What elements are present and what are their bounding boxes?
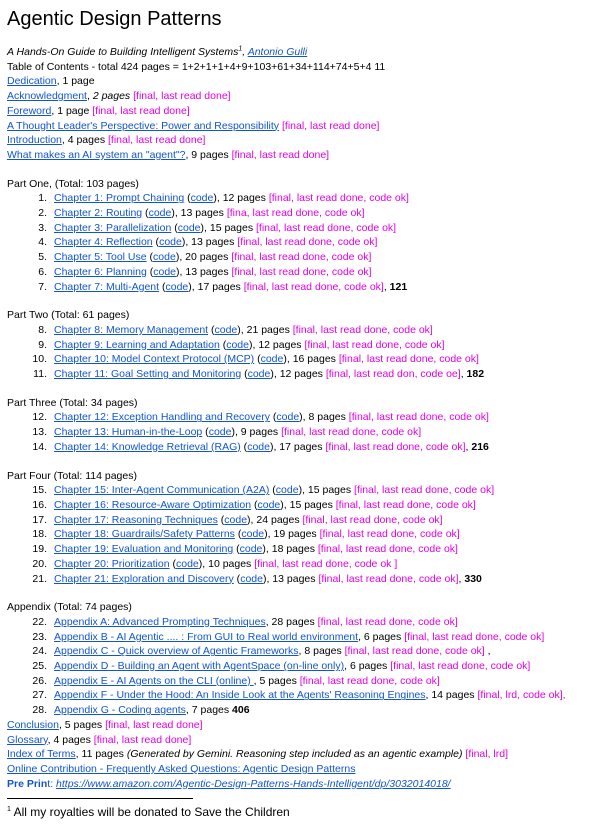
chapter-pages: , 13 pages (179, 265, 232, 278)
part-section (7, 177, 600, 295)
front-matter-pages: , 1 page (51, 104, 93, 117)
code-link[interactable]: code (159, 236, 182, 249)
appendix-entry (7, 703, 600, 718)
chapter-entry: 14. Chapter 14: Knowledge Retrieval (RAG) (code), 17 pages [final, last read done, code ok], 216 (7, 440, 600, 455)
chapter-link[interactable]: Chapter 8: Memory Management (54, 323, 209, 336)
code-link[interactable]: code (241, 528, 265, 541)
appendix-number: 26. (32, 674, 47, 687)
footnote-text: All my royalties will be donated to Save the Children (10, 805, 290, 820)
running-total: 406 (232, 704, 250, 717)
status-note: [fina, last read done, code ok] (226, 207, 365, 220)
appendix-entry (7, 688, 600, 703)
conclusion-entry (7, 718, 600, 733)
chapter-entry: 18. Chapter 18: Guardrails/Safety Patterns (code), 19 pages [final, last read done, code ok] (7, 527, 600, 542)
chapter-link[interactable]: Chapter 17: Reasoning Techniques (54, 513, 218, 526)
status-note: [final, last read done] (92, 104, 190, 117)
status-note: [final, last read done, code ok] (231, 251, 372, 264)
code-link[interactable]: code (165, 280, 189, 293)
chapter-pages: , 12 pages (216, 192, 269, 205)
front-matter-link[interactable]: Dedication (7, 75, 57, 88)
status-note: [final, last read done] (130, 90, 231, 103)
front-matter-pages-italic: 2 pages (92, 90, 131, 103)
chapter-entry: 15. Chapter 15: Inter-Agent Communication (A2A) (code), 15 pages [final, last read done, code ok] (7, 483, 600, 498)
running-total: 216 (471, 440, 489, 453)
status-note: [final, last read done, code ok] (302, 513, 443, 526)
chapter-pages: , 15 pages (302, 484, 355, 497)
appendix-pages: , 14 pages (425, 689, 478, 702)
part-heading: Part Two (Total: 61 pages) (7, 309, 130, 322)
appendix-pages: , 6 pages (358, 630, 405, 643)
chapter-link[interactable]: Chapter 18: Guardrails/Safety Patterns (54, 528, 235, 541)
chapter-link[interactable]: Chapter 7: Multi-Agent (54, 280, 160, 293)
chapter-pages: , 13 pages (185, 236, 238, 249)
contribution-link[interactable]: Online Contribution - Frequently Asked Questions: Agentic Design Patterns (7, 762, 356, 775)
front-matter-pages: , 4 pages (61, 134, 108, 147)
front-matter-link[interactable]: Introduction (7, 134, 62, 147)
front-matter-link[interactable]: Acknowledgment (7, 90, 87, 103)
appendix-number: 22. (32, 615, 47, 628)
subtitle-separator: , (242, 46, 246, 58)
index-pages: , 11 pages (75, 748, 127, 761)
chapter-pages: , 21 pages (240, 323, 293, 336)
chapter-entry: 11. Chapter 11: Goal Setting and Monitoring (code), 12 pages [final, last read don, code oe], 182 (7, 367, 600, 382)
front-matter-pages: , 1 page (56, 75, 95, 88)
front-matter-pages: , 9 pages (185, 148, 232, 161)
chapter-entry: 13. Chapter 13: Human-in-the-Loop (code), 9 pages [final, last read done, code ok] (7, 425, 600, 440)
status-note: [final, last read done, code ok] (338, 353, 479, 366)
chapter-link[interactable]: Chapter 12: Exception Handling and Recovery (54, 411, 270, 424)
front-matter-link[interactable]: Foreword (7, 104, 52, 117)
front-matter-link[interactable]: A Thought Leader's Perspective: Power and Responsibility (7, 119, 280, 132)
contribution-entry (7, 762, 600, 777)
code-link[interactable]: code (208, 426, 232, 439)
chapter-number: 12. (32, 411, 47, 424)
index-note: (Generated by Gemini. Reasoning step included as an agentic example) (126, 748, 463, 761)
preprint-link[interactable]: https://www.amazon.com/Agentic-Design-Patterns-Hands-Intelligent/dp/3032014018/ (56, 777, 451, 790)
chapter-link[interactable]: Chapter 3: Parallelization (54, 221, 172, 234)
chapter-link[interactable]: Chapter 5: Tool Use (54, 251, 147, 264)
chapter-number: 2. (38, 207, 47, 220)
chapter-entry: 2. Chapter 2: Routing (code), 13 pages [fina, last read done, code ok] (7, 206, 600, 221)
chapter-pages: , 19 pages (267, 528, 320, 541)
status-note: [final, last read done, code ok] (292, 323, 433, 336)
status-note: [final, last read done, code ok] (317, 543, 458, 556)
glossary-link[interactable]: Glossary (7, 733, 48, 746)
status-note: [final, last read done, code ok] (404, 630, 545, 643)
chapter-entry: 21. Chapter 21: Exploration and Discovery (code), 13 pages [final, last read done, code ok], 330 (7, 572, 600, 587)
index-entry (7, 747, 600, 762)
status-note: [final, last read done, code ok] (299, 674, 440, 687)
preprint-label: Pre Prin (7, 777, 48, 790)
chapter-number: 4. (38, 236, 47, 249)
author-link[interactable]: Antonio Gulli (247, 46, 308, 58)
chapter-link[interactable]: Chapter 9: Learning and Adaptation (54, 338, 220, 351)
front-matter-entry (7, 133, 600, 148)
part-heading: Part Three (Total: 34 pages) (7, 396, 138, 409)
glossary-pages: , 4 pages (47, 733, 94, 746)
appendix-block (7, 600, 600, 718)
chapter-link[interactable]: Chapter 13: Human-in-the-Loop (54, 426, 203, 439)
chapter-entry: 5. Chapter 5: Tool Use (code), 20 pages [final, last read done, code ok] (7, 250, 600, 265)
chapter-link[interactable]: Chapter 10: Model Context Protocol (MCP) (54, 353, 255, 366)
chapter-pages: , 12 pages (273, 368, 326, 381)
chapter-link[interactable]: Chapter 6: Planning (54, 265, 147, 278)
chapter-pages: , 15 pages (283, 498, 336, 511)
conclusion-pages: , 5 pages (58, 718, 106, 731)
glossary-status: [final, last read done] (93, 733, 192, 746)
appendix-link[interactable]: Appendix A: Advanced Prompting Techniques (54, 615, 266, 628)
status-note: [final, last read done, code ok] (325, 440, 466, 453)
appendix-pages: , 28 pages (265, 615, 318, 628)
chapter-link[interactable]: Chapter 15: Inter-Agent Communication (A2A) (54, 484, 270, 497)
running-total: 182 (466, 368, 485, 381)
chapter-entry: 20. Chapter 20: Prioritization (code), 10 pages [final, last read done, code ok ] (7, 557, 600, 572)
chapter-pages: , 15 pages (204, 221, 256, 234)
appendix-link[interactable]: Appendix F - Under the Hood: An Inside Look at the Agents' Reasoning Engines (54, 689, 426, 702)
back-matter (7, 718, 600, 792)
appendix-heading: Appendix (Total: 74 pages) (7, 601, 132, 614)
index-link[interactable]: Index of Terms (7, 748, 76, 761)
footnote (7, 804, 600, 820)
code-link[interactable]: code (276, 411, 300, 424)
chapter-entry: 4. Chapter 4: Reflection (code), 13 pages [final, last read done, code ok] (7, 235, 600, 250)
chapter-pages: , 8 pages (302, 411, 349, 424)
appendix-entry (7, 674, 600, 689)
status-note: [final, last read don, code oe] (325, 368, 461, 381)
code-link[interactable]: code (148, 207, 172, 220)
chapter-link[interactable]: Chapter 19: Evaluation and Monitoring (54, 543, 234, 556)
front-matter-entry (7, 119, 600, 134)
chapter-link[interactable]: Chapter 21: Exploration and Discovery (54, 572, 234, 585)
code-link[interactable]: code (260, 353, 284, 366)
appendix-link[interactable]: Appendix C - Quick overview of Agentic Frameworks (54, 645, 299, 658)
chapter-pages: , 10 pages (202, 557, 255, 570)
chapter-number: 15. (32, 484, 47, 497)
chapter-pages: , 9 pages (234, 426, 282, 439)
status-note: [final, last read done] (281, 119, 380, 132)
chapter-number: 21. (32, 572, 47, 585)
index-status: [final, lrd] (462, 748, 509, 761)
running-total: 121 (389, 280, 408, 293)
appendix-link[interactable]: Appendix B - AI Agentic .... : From GUI to Real world environment (54, 630, 359, 643)
chapter-link[interactable]: Chapter 16: Resource-Aware Optimization (54, 498, 252, 511)
code-link[interactable]: code (153, 251, 176, 264)
parts-container (7, 177, 600, 587)
conclusion-link[interactable]: Conclusion (7, 718, 59, 731)
code-link[interactable]: code (275, 484, 299, 497)
part-section (7, 308, 600, 382)
status-note: [final, last read done, code ok] (304, 338, 445, 351)
code-link[interactable]: code (226, 338, 249, 351)
chapter-entry: 7. Chapter 7: Multi-Agent (code), 17 pages [final, last read done, code ok], 121 (7, 280, 600, 295)
chapter-number: 20. (32, 557, 47, 570)
preprint-label-rest: t: (47, 777, 57, 790)
status-note: [final, last read done] (108, 134, 206, 147)
chapter-pages: , 17 pages (273, 440, 326, 453)
footnote-marker[interactable]: 1 (238, 45, 243, 53)
chapter-number: 10. (32, 353, 47, 366)
front-matter-entry (7, 74, 600, 89)
subtitle-text: A Hands-On Guide to Building Intelligent Systems (7, 46, 239, 58)
part-heading: Part Four (Total: 114 pages) (7, 469, 137, 482)
page-title: Agentic Design Patterns (7, 8, 222, 30)
chapter-entry: 16. Chapter 16: Resource-Aware Optimization (code), 15 pages [final, last read done, code ok] (7, 498, 600, 513)
toc-total: Table of Contents - total 424 pages = 1+2+1+1+4+9+103+61+34+114+74+5+4 11 (7, 60, 386, 73)
front-matter-entry (7, 89, 600, 104)
chapter-number: 6. (38, 265, 47, 278)
front-matter-list (7, 74, 600, 162)
status-note: [final, last read done, code ok] (317, 615, 458, 628)
status-note: [final, last read done, code ok] (354, 484, 495, 497)
chapter-number: 1. (38, 192, 47, 205)
chapter-number: 9. (38, 338, 47, 351)
code-link[interactable]: code (247, 368, 271, 381)
code-link[interactable]: code (247, 440, 270, 453)
chapter-entry: 17. Chapter 17: Reasoning Techniques (code), 24 pages [final, last read done, code ok] (7, 513, 600, 528)
chapter-number: 17. (32, 513, 47, 526)
part-section (7, 396, 600, 455)
chapter-link[interactable]: Chapter 20: Prioritization (54, 557, 170, 570)
chapter-pages: , 13 pages (266, 572, 319, 585)
chapter-entry: 19. Chapter 19: Evaluation and Monitoring (code), 18 pages [final, last read done, code ok] (7, 542, 600, 557)
preprint-entry (7, 777, 600, 792)
chapter-entry: 12. Chapter 12: Exception Handling and Recovery (code), 8 pages [final, last read done, code ok] (7, 410, 600, 425)
chapter-number: 16. (32, 498, 47, 511)
chapter-number: 3. (38, 221, 47, 234)
front-matter-pages: , (86, 90, 93, 103)
appendix-number: 25. (32, 660, 47, 673)
chapter-pages: , 20 pages (179, 251, 232, 264)
appendix-entry (7, 659, 600, 674)
part-heading: Part One, (Total: 103 pages) (7, 177, 139, 190)
code-link[interactable]: code (239, 543, 263, 556)
appendix-entry (7, 615, 600, 630)
appendix-pages: , 5 pages (253, 674, 300, 687)
appendix-number: 23. (32, 630, 47, 643)
appendix-section (7, 600, 600, 718)
front-matter-entry (7, 104, 600, 119)
chapter-number: 19. (32, 543, 47, 556)
code-link[interactable]: code (175, 557, 199, 570)
chapter-pages: , 16 pages (286, 353, 339, 366)
chapter-entry: 6. Chapter 6: Planning (code), 13 pages [final, last read done, code ok] (7, 265, 600, 280)
chapter-pages: , 18 pages (265, 543, 318, 556)
footnote-divider (7, 798, 193, 799)
chapter-pages: , 24 pages (250, 513, 303, 526)
chapter-number: 18. (32, 528, 47, 541)
chapter-entry: 3. Chapter 3: Parallelization (code), 15 pages [final, last read done, code ok] (7, 221, 600, 236)
code-link[interactable]: code (177, 221, 201, 234)
appendix-tail: , (484, 645, 491, 658)
chapter-entry: 8. Chapter 8: Memory Management (code), 21 pages [final, last read done, code ok] (7, 323, 600, 338)
code-link[interactable]: code (257, 498, 281, 511)
status-note: [final, last read done, code ok ] (254, 557, 398, 570)
code-link[interactable]: code (240, 572, 263, 585)
chapter-link[interactable]: Chapter 11: Goal Setting and Monitoring (54, 368, 242, 381)
chapter-entry: 10. Chapter 10: Model Context Protocol (MCP) (code), 16 pages [final, last read done, code ok] (7, 352, 600, 367)
code-link[interactable]: code (190, 192, 214, 205)
conclusion-status: [final, last read done] (105, 718, 203, 731)
footnote-number: 1 (7, 806, 11, 814)
chapter-number: 13. (32, 426, 47, 439)
appendix-pages: , 6 pages (344, 660, 391, 673)
chapter-entry: 9. Chapter 9: Learning and Adaptation (code), 12 pages [final, last read done, code ok] (7, 338, 600, 353)
status-note: [final, last read done, code ok] (348, 411, 489, 424)
chapter-link[interactable]: Chapter 14: Knowledge Retrieval (RAG) (54, 440, 241, 453)
running-total: 330 (464, 572, 482, 585)
chapter-entry: 1. Chapter 1: Prompt Chaining (code), 12 pages [final, last read done, code ok] (7, 191, 600, 206)
front-matter-entry (7, 148, 600, 163)
chapter-number: 11. (33, 368, 47, 381)
status-note: [final, last read done] (231, 148, 330, 161)
code-link[interactable]: code (224, 513, 248, 526)
appendix-link[interactable]: Appendix D - Building an Agent with AgentSpace (on-line only) (54, 660, 345, 673)
status-note: [final, last read done, code ok] (243, 280, 384, 293)
part-section (7, 469, 600, 587)
status-note: [final, last read done, code ok] (268, 192, 409, 205)
chapter-pages: , 13 pages (174, 207, 227, 220)
chapter-link[interactable]: Chapter 2: Routing (54, 207, 143, 220)
status-note: [final, last read done, code ok] (281, 426, 422, 439)
appendix-link[interactable]: Appendix G - Coding agents (54, 704, 186, 717)
status-note: [final, last read done, code ok] (318, 572, 459, 585)
chapter-pages: , 12 pages (252, 338, 305, 351)
code-link[interactable]: code (153, 265, 177, 278)
status-note: [final, last read done, code ok] (319, 528, 460, 541)
status-note: [final, lrd, code ok], (477, 689, 566, 702)
appendix-number: 27. (32, 689, 47, 702)
appendix-link[interactable]: Appendix E - AI Agents on the CLI (online) (54, 674, 254, 687)
status-note: [final, last read done, code ok] (344, 645, 485, 658)
status-note: [final, last read done, code ok] (237, 236, 378, 249)
chapter-pages: , 17 pages (191, 280, 244, 293)
status-note: [final, last read done, code ok] (256, 221, 397, 234)
chapter-number: 7. (38, 280, 47, 293)
subtitle (7, 45, 600, 60)
status-note: [final, last read done, code ok] (231, 265, 372, 278)
glossary-entry (7, 733, 600, 748)
chapter-link[interactable]: Chapter 4: Reflection (54, 236, 153, 249)
appendix-pages: , 7 pages (185, 704, 233, 717)
status-note: [final, last read done, code ok] (335, 498, 476, 511)
appendix-entry (7, 644, 600, 659)
appendix-entry (7, 630, 600, 645)
front-matter-link[interactable]: What makes an AI system an "agent"? (7, 148, 186, 161)
code-link[interactable]: code (214, 323, 238, 336)
chapter-number: 14. (32, 440, 47, 453)
appendix-number: 24. (32, 645, 47, 658)
status-note: [final, last read done, code ok] (390, 660, 531, 673)
chapter-number: 5. (38, 251, 47, 264)
appendix-number: 28. (32, 704, 47, 717)
appendix-pages: , 8 pages (298, 645, 345, 658)
chapter-number: 8. (38, 323, 47, 336)
chapter-link[interactable]: Chapter 1: Prompt Chaining (54, 192, 185, 205)
